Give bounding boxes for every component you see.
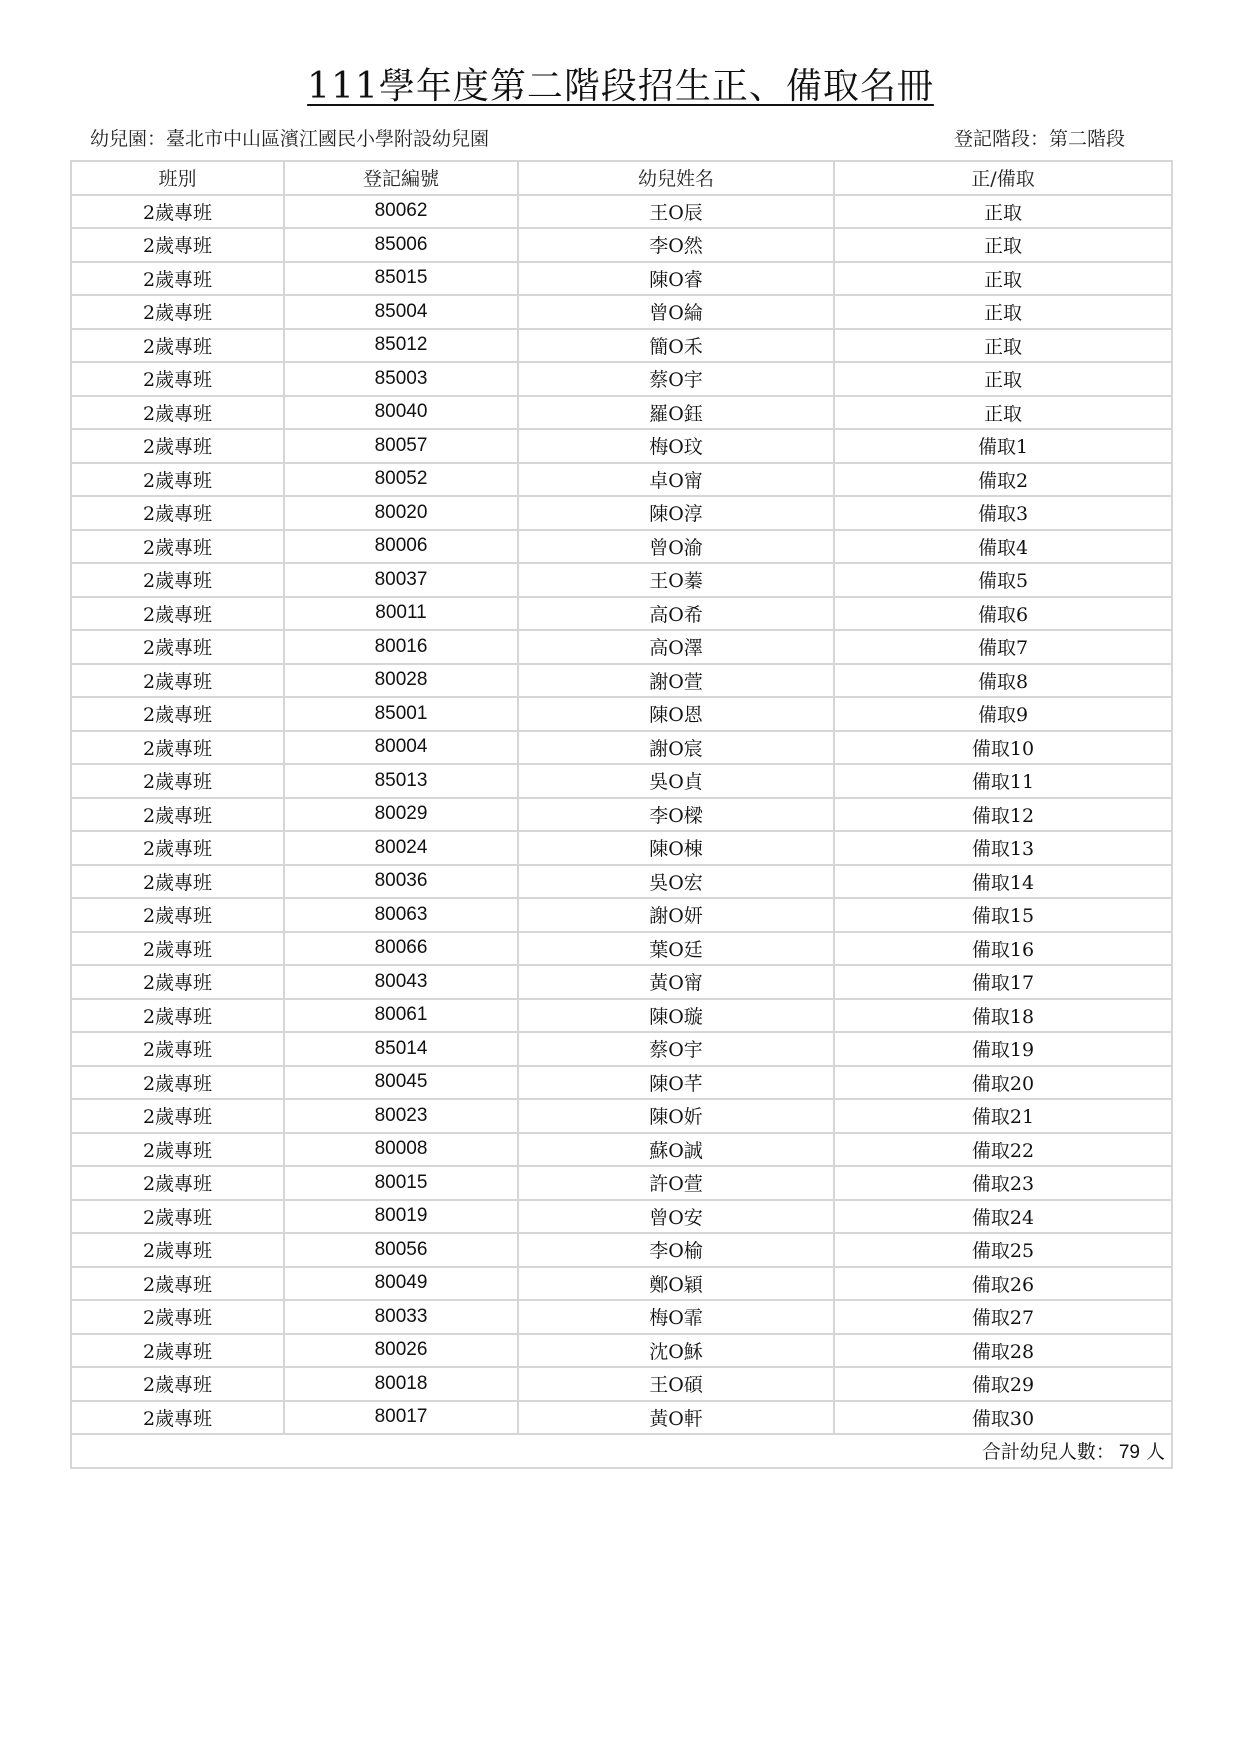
table-row	[71, 664, 1172, 698]
cell-code: 85014	[284, 1032, 518, 1066]
cell-name: 王O碩	[518, 1367, 834, 1401]
cell-name: 陳O棟	[518, 831, 834, 865]
cell-class: 2歲專班	[71, 463, 284, 497]
cell-class: 2歲專班	[71, 697, 284, 731]
cell-class: 2歲專班	[71, 496, 284, 530]
cell-code: 80061	[284, 999, 518, 1033]
kindergarten-info	[90, 124, 489, 151]
cell-name: 黃O軒	[518, 1401, 834, 1435]
cell-code: 80015	[284, 1166, 518, 1200]
cell-class: 2歲專班	[71, 1300, 284, 1334]
table-row	[71, 697, 1172, 731]
cell-class: 2歲專班	[71, 664, 284, 698]
cell-name: 高O澤	[518, 630, 834, 664]
cell-name: 黃O甯	[518, 965, 834, 999]
cell-status: 備取1	[834, 429, 1172, 463]
cell-code: 80040	[284, 396, 518, 430]
cell-name: 李O榆	[518, 1233, 834, 1267]
cell-code: 80036	[284, 865, 518, 899]
cell-status: 備取6	[834, 597, 1172, 631]
cell-status: 備取29	[834, 1367, 1172, 1401]
table-header-row	[71, 161, 1172, 195]
cell-status: 正取	[834, 329, 1172, 363]
cell-name: 蔡O宇	[518, 1032, 834, 1066]
cell-status: 正取	[834, 362, 1172, 396]
cell-name: 王O蓁	[518, 563, 834, 597]
cell-code: 80011	[284, 597, 518, 631]
table-row	[71, 898, 1172, 932]
table-row	[71, 965, 1172, 999]
cell-code: 80057	[284, 429, 518, 463]
cell-name: 陳O璇	[518, 999, 834, 1033]
cell-name: 陳O淳	[518, 496, 834, 530]
cell-code: 80066	[284, 932, 518, 966]
table-row	[71, 597, 1172, 631]
table-row	[71, 865, 1172, 899]
cell-status: 備取16	[834, 932, 1172, 966]
cell-class: 2歲專班	[71, 1334, 284, 1368]
kindergarten-label: 幼兒園：	[90, 128, 167, 150]
table-row	[71, 1334, 1172, 1368]
column-header-class: 班別	[71, 161, 284, 195]
cell-name: 許O萱	[518, 1166, 834, 1200]
cell-code: 80016	[284, 630, 518, 664]
table-row	[71, 429, 1172, 463]
cell-class: 2歲專班	[71, 798, 284, 832]
cell-code: 80020	[284, 496, 518, 530]
cell-status: 備取21	[834, 1099, 1172, 1133]
cell-class: 2歲專班	[71, 1401, 284, 1435]
cell-code: 80004	[284, 731, 518, 765]
cell-name: 陳O恩	[518, 697, 834, 731]
total-unit: 人	[1145, 1441, 1165, 1464]
column-header-name: 幼兒姓名	[518, 161, 834, 195]
table-row	[71, 1233, 1172, 1267]
cell-class: 2歲專班	[71, 228, 284, 262]
admission-roster-table	[70, 160, 1173, 1469]
cell-code: 80029	[284, 798, 518, 832]
cell-class: 2歲專班	[71, 530, 284, 564]
cell-status: 正取	[834, 195, 1172, 229]
cell-class: 2歲專班	[71, 1166, 284, 1200]
cell-name: 葉O廷	[518, 932, 834, 966]
cell-name: 陳O芊	[518, 1066, 834, 1100]
table-row	[71, 1166, 1172, 1200]
cell-name: 卓O甯	[518, 463, 834, 497]
cell-name: 蘇O誠	[518, 1133, 834, 1167]
total-cell	[71, 1434, 1172, 1468]
cell-code: 80026	[284, 1334, 518, 1368]
table-row	[71, 1032, 1172, 1066]
table-row	[71, 329, 1172, 363]
cell-class: 2歲專班	[71, 1367, 284, 1401]
cell-class: 2歲專班	[71, 865, 284, 899]
cell-class: 2歲專班	[71, 999, 284, 1033]
cell-code: 80008	[284, 1133, 518, 1167]
column-header-status: 正/備取	[834, 161, 1172, 195]
table-row	[71, 362, 1172, 396]
cell-class: 2歲專班	[71, 764, 284, 798]
cell-code: 85003	[284, 362, 518, 396]
cell-class: 2歲專班	[71, 329, 284, 363]
table-row	[71, 764, 1172, 798]
cell-code: 80018	[284, 1367, 518, 1401]
cell-name: 陳O妡	[518, 1099, 834, 1133]
cell-status: 備取5	[834, 563, 1172, 597]
cell-name: 王O辰	[518, 195, 834, 229]
cell-status: 備取19	[834, 1032, 1172, 1066]
cell-status: 備取24	[834, 1200, 1172, 1234]
cell-class: 2歲專班	[71, 563, 284, 597]
table-row	[71, 999, 1172, 1033]
cell-status: 備取18	[834, 999, 1172, 1033]
cell-class: 2歲專班	[71, 1133, 284, 1167]
cell-code: 80033	[284, 1300, 518, 1334]
cell-class: 2歲專班	[71, 1233, 284, 1267]
cell-name: 曾O渝	[518, 530, 834, 564]
cell-code: 85015	[284, 262, 518, 296]
cell-name: 蔡O宇	[518, 362, 834, 396]
cell-status: 備取8	[834, 664, 1172, 698]
cell-code: 80056	[284, 1233, 518, 1267]
table-row	[71, 630, 1172, 664]
cell-name: 曾O安	[518, 1200, 834, 1234]
table-row	[71, 262, 1172, 296]
cell-code: 85013	[284, 764, 518, 798]
cell-class: 2歲專班	[71, 1200, 284, 1234]
cell-code: 80037	[284, 563, 518, 597]
cell-code: 80052	[284, 463, 518, 497]
cell-name: 謝O妍	[518, 898, 834, 932]
cell-class: 2歲專班	[71, 965, 284, 999]
cell-status: 備取3	[834, 496, 1172, 530]
cell-class: 2歲專班	[71, 1066, 284, 1100]
cell-name: 吳O宏	[518, 865, 834, 899]
cell-class: 2歲專班	[71, 630, 284, 664]
cell-code: 80006	[284, 530, 518, 564]
cell-status: 備取26	[834, 1267, 1172, 1301]
table-row	[71, 496, 1172, 530]
table-body	[71, 195, 1172, 1435]
cell-class: 2歲專班	[71, 396, 284, 430]
table-row	[71, 530, 1172, 564]
cell-code: 80049	[284, 1267, 518, 1301]
cell-name: 梅O霏	[518, 1300, 834, 1334]
cell-name: 梅O玟	[518, 429, 834, 463]
cell-status: 備取10	[834, 731, 1172, 765]
table-row	[71, 295, 1172, 329]
cell-status: 備取20	[834, 1066, 1172, 1100]
cell-status: 備取15	[834, 898, 1172, 932]
cell-name: 謝O萱	[518, 664, 834, 698]
cell-name: 曾O綸	[518, 295, 834, 329]
table-row	[71, 195, 1172, 229]
cell-class: 2歲專班	[71, 262, 284, 296]
cell-status: 正取	[834, 262, 1172, 296]
cell-code: 85012	[284, 329, 518, 363]
cell-status: 備取30	[834, 1401, 1172, 1435]
table-row	[71, 1066, 1172, 1100]
table-row	[71, 731, 1172, 765]
cell-code: 80028	[284, 664, 518, 698]
table-row	[71, 932, 1172, 966]
cell-code: 80017	[284, 1401, 518, 1435]
cell-name: 沈O穌	[518, 1334, 834, 1368]
cell-name: 李O然	[518, 228, 834, 262]
column-header-code: 登記編號	[284, 161, 518, 195]
table-row	[71, 1401, 1172, 1435]
stage-info	[954, 124, 1125, 151]
cell-status: 備取28	[834, 1334, 1172, 1368]
cell-name: 鄭O穎	[518, 1267, 834, 1301]
cell-class: 2歲專班	[71, 731, 284, 765]
cell-status: 備取23	[834, 1166, 1172, 1200]
table-row	[71, 1300, 1172, 1334]
total-label: 合計幼兒人數：	[981, 1441, 1115, 1464]
table-row	[71, 1099, 1172, 1133]
total-row	[71, 1434, 1172, 1468]
cell-code: 80043	[284, 965, 518, 999]
cell-status: 備取11	[834, 764, 1172, 798]
document-title	[0, 58, 1241, 109]
table-row	[71, 798, 1172, 832]
cell-code: 80045	[284, 1066, 518, 1100]
cell-class: 2歲專班	[71, 898, 284, 932]
cell-code: 80019	[284, 1200, 518, 1234]
cell-class: 2歲專班	[71, 932, 284, 966]
cell-class: 2歲專班	[71, 195, 284, 229]
table-row	[71, 228, 1172, 262]
cell-class: 2歲專班	[71, 597, 284, 631]
cell-name: 羅O鈺	[518, 396, 834, 430]
stage-label: 登記階段：	[953, 128, 1049, 150]
cell-status: 備取22	[834, 1133, 1172, 1167]
cell-status: 備取2	[834, 463, 1172, 497]
cell-code: 85001	[284, 697, 518, 731]
table-row	[71, 1367, 1172, 1401]
cell-status: 備取13	[834, 831, 1172, 865]
cell-class: 2歲專班	[71, 295, 284, 329]
stage-value: 第二階段	[1048, 128, 1125, 150]
cell-class: 2歲專班	[71, 429, 284, 463]
kindergarten-name: 臺北市中山區濱江國民小學附設幼兒園	[166, 128, 490, 150]
table-row	[71, 831, 1172, 865]
cell-name: 謝O宸	[518, 731, 834, 765]
cell-status: 備取17	[834, 965, 1172, 999]
cell-code: 80024	[284, 831, 518, 865]
cell-status: 備取14	[834, 865, 1172, 899]
cell-name: 李O樑	[518, 798, 834, 832]
cell-name: 陳O睿	[518, 262, 834, 296]
cell-name: 簡O禾	[518, 329, 834, 363]
cell-status: 備取12	[834, 798, 1172, 832]
cell-code: 85004	[284, 295, 518, 329]
table-row	[71, 396, 1172, 430]
cell-name: 吳O貞	[518, 764, 834, 798]
cell-class: 2歲專班	[71, 1267, 284, 1301]
total-count: 79	[1118, 1442, 1140, 1464]
cell-name: 高O希	[518, 597, 834, 631]
table-row	[71, 1267, 1172, 1301]
table-row	[71, 463, 1172, 497]
cell-class: 2歲專班	[71, 831, 284, 865]
table-row	[71, 1133, 1172, 1167]
cell-code: 80023	[284, 1099, 518, 1133]
document-title-text: 111學年度第二階段招生正、備取名冊	[307, 66, 934, 107]
cell-code: 80063	[284, 898, 518, 932]
cell-status: 備取27	[834, 1300, 1172, 1334]
cell-status: 正取	[834, 228, 1172, 262]
cell-status: 備取4	[834, 530, 1172, 564]
cell-code: 85006	[284, 228, 518, 262]
cell-class: 2歲專班	[71, 362, 284, 396]
cell-class: 2歲專班	[71, 1032, 284, 1066]
cell-status: 備取25	[834, 1233, 1172, 1267]
cell-class: 2歲專班	[71, 1099, 284, 1133]
table-row	[71, 1200, 1172, 1234]
cell-code: 80062	[284, 195, 518, 229]
cell-status: 備取7	[834, 630, 1172, 664]
cell-status: 備取9	[834, 697, 1172, 731]
table-row	[71, 563, 1172, 597]
cell-status: 正取	[834, 396, 1172, 430]
cell-status: 正取	[834, 295, 1172, 329]
